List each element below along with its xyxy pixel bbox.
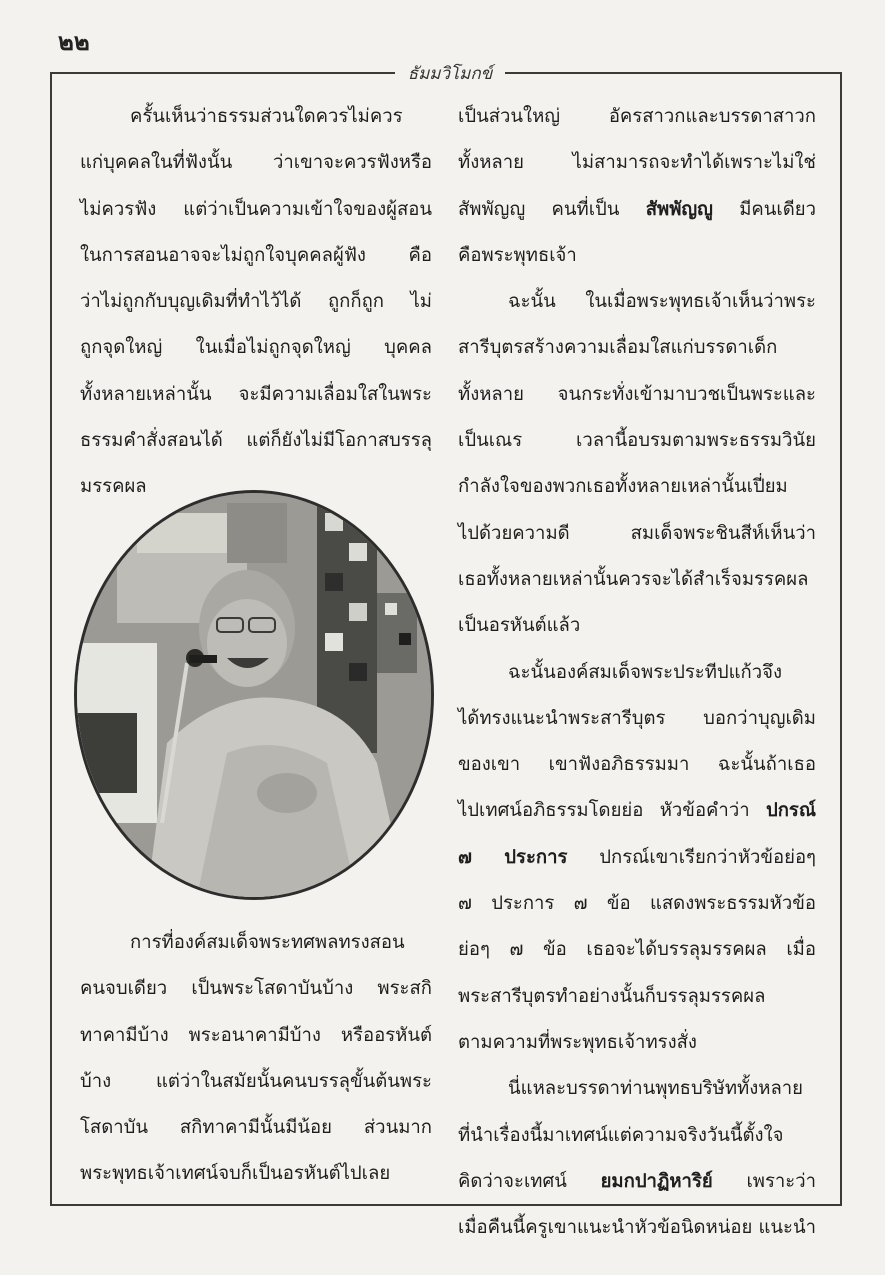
text-line: กำลังใจของพวกเธอทั้งหลายเหล่านั้นเปี่ยม bbox=[458, 476, 788, 498]
text-run: ปกรณ์เขาเรียกว่าหัวข้อย่อๆ bbox=[567, 846, 816, 868]
text-line: คนจบเดียว เป็นพระโสดาบันบ้าง พระสกิ bbox=[80, 978, 432, 1000]
text-line: ได้ทรงแนะนำพระสารีบุตร บอกว่าบุญเดิม bbox=[458, 707, 816, 729]
text-line: ทาคามีบ้าง พระอนาคามีบ้าง หรืออรหันต์ bbox=[80, 1024, 432, 1046]
text-line: ถูกจุดใหญ่ ในเมื่อไม่ถูกจุดใหญ่ บุคคล bbox=[80, 337, 432, 359]
page-number: ๒๒ bbox=[58, 28, 90, 56]
text-line: ของเขา เขาฟังอภิธรรมมา ฉะนั้นถ้าเธอ bbox=[458, 754, 816, 776]
text-line: ไม่ควรฟัง แต่ว่าเป็นความเข้าใจของผู้สอน bbox=[80, 198, 432, 220]
text-line: พระพุทธเจ้าเทศน์จบก็เป็นอรหันต์ไปเลย bbox=[80, 1163, 391, 1185]
text-line: แก่บุคคลในที่ฟังนั้น ว่าเขาจะควรฟังหรือ bbox=[80, 152, 432, 174]
text-line: การที่องค์สมเด็จพระทศพลทรงสอน bbox=[130, 932, 405, 953]
text-line bbox=[458, 788, 816, 834]
text-line: ที่นำเรื่องนี้มาเทศน์แต่ความจริงวันนี้ตั้งใจ bbox=[458, 1124, 784, 1146]
text-line: ฉะนั้นองค์สมเด็จพระประทีปแก้วจึง bbox=[508, 661, 783, 683]
text-line: ทั้งหลาย จนกระทั่งเข้ามาบวชเป็นพระและ bbox=[458, 383, 816, 405]
bold-term: ปกรณ์ bbox=[765, 800, 816, 822]
text-line: เป็นส่วนใหญ่ อัครสาวกและบรรดาสาวก bbox=[458, 106, 816, 127]
text-line: ธรรมคำสั่งสอนได้ แต่ก็ยังไม่มีโอกาสบรรลุ bbox=[80, 430, 432, 452]
text-line: ทั้งหลายเหล่านั้น จะมีความเลื่อมใสในพระ bbox=[80, 383, 432, 405]
bold-term: ๗ ประการ bbox=[458, 846, 568, 868]
text-run: คิดว่าจะเทศน์ bbox=[458, 1170, 601, 1192]
text-line: ฉะนั้น ในเมื่อพระพุทธเจ้าเห็นว่าพระ bbox=[508, 291, 816, 313]
text-line: สารีบุตรสร้างความเลื่อมใสแก่บรรดาเด็ก bbox=[458, 337, 778, 359]
right-column bbox=[458, 94, 816, 1251]
text-line: ทั้งหลาย ไม่สามารถจะทำได้เพราะไม่ใช่ bbox=[458, 152, 816, 174]
text-line: ย่อๆ ๗ ข้อ เธอจะได้บรรลุมรรคผล เมื่อ bbox=[458, 939, 816, 961]
running-head: ธัมมวิโมกข์ bbox=[407, 64, 493, 84]
text-line bbox=[458, 187, 816, 233]
text-run: สัพพัญญู คนที่เป็น bbox=[458, 198, 646, 220]
text-line bbox=[458, 1159, 816, 1205]
text-line: มรรคผล bbox=[80, 476, 147, 498]
text-line: เป็นเณร เวลานี้อบรมตามพระธรรมวินัย bbox=[458, 430, 816, 452]
text-line: ในการสอนอาจจะไม่ถูกใจบุคคลผู้ฟัง คือ bbox=[80, 244, 432, 266]
text-line: คือพระพุทธเจ้า bbox=[458, 244, 577, 266]
left-column-top-paragraph bbox=[80, 94, 432, 511]
bold-term: ยมกปาฏิหาริย์ bbox=[600, 1170, 713, 1192]
text-line bbox=[458, 835, 816, 881]
text-run: เพราะว่า bbox=[712, 1170, 817, 1192]
text-line: ๗ ประการ ๗ ข้อ แสดงพระธรรมหัวข้อ bbox=[458, 893, 816, 915]
text-line: ว่าไม่ถูกกับบุญเดิมที่ทำไว้ได้ ถูกก็ถูก ไม่ bbox=[80, 291, 432, 313]
text-line: ตามความที่พระพุทธเจ้าทรงสั่ง bbox=[458, 1031, 697, 1053]
text-line: โสดาบัน สกิทาคามีนั้นมีน้อย ส่วนมาก bbox=[80, 1117, 432, 1139]
text-line: ไปด้วยความดี สมเด็จพระชินสีห์เห็นว่า bbox=[458, 522, 816, 544]
text-line: ครั้นเห็นว่าธรรมส่วนใดควรไม่ควร bbox=[130, 106, 403, 127]
text-run: ไปเทศน์อภิธรรมโดยย่อ หัวข้อคำว่า bbox=[458, 800, 766, 822]
text-line: นี่แหละบรรดาท่านพุทธบริษัททั้งหลาย bbox=[508, 1078, 804, 1100]
text-line: เธอทั้งหลายเหล่านั้นควรจะได้สำเร็จมรรคผล bbox=[458, 568, 809, 590]
monk-portrait-photo bbox=[74, 490, 434, 900]
text-run: มีคนเดียว bbox=[712, 198, 816, 220]
left-column-bottom-paragraph bbox=[80, 920, 432, 1198]
bold-term: สัพพัญญู bbox=[645, 198, 713, 220]
text-line: เป็นอรหันต์แล้ว bbox=[458, 615, 581, 637]
text-line: เมื่อคืนนี้ครูเขาแนะนำหัวข้อนิดหน่อย แนะนำ bbox=[458, 1217, 816, 1239]
text-line: พระสารีบุตรทำอย่างนั้นก็บรรลุมรรคผล bbox=[458, 985, 766, 1007]
text-line: บ้าง แต่ว่าในสมัยนั้นคนบรรลุขั้นต้นพระ bbox=[80, 1070, 432, 1092]
